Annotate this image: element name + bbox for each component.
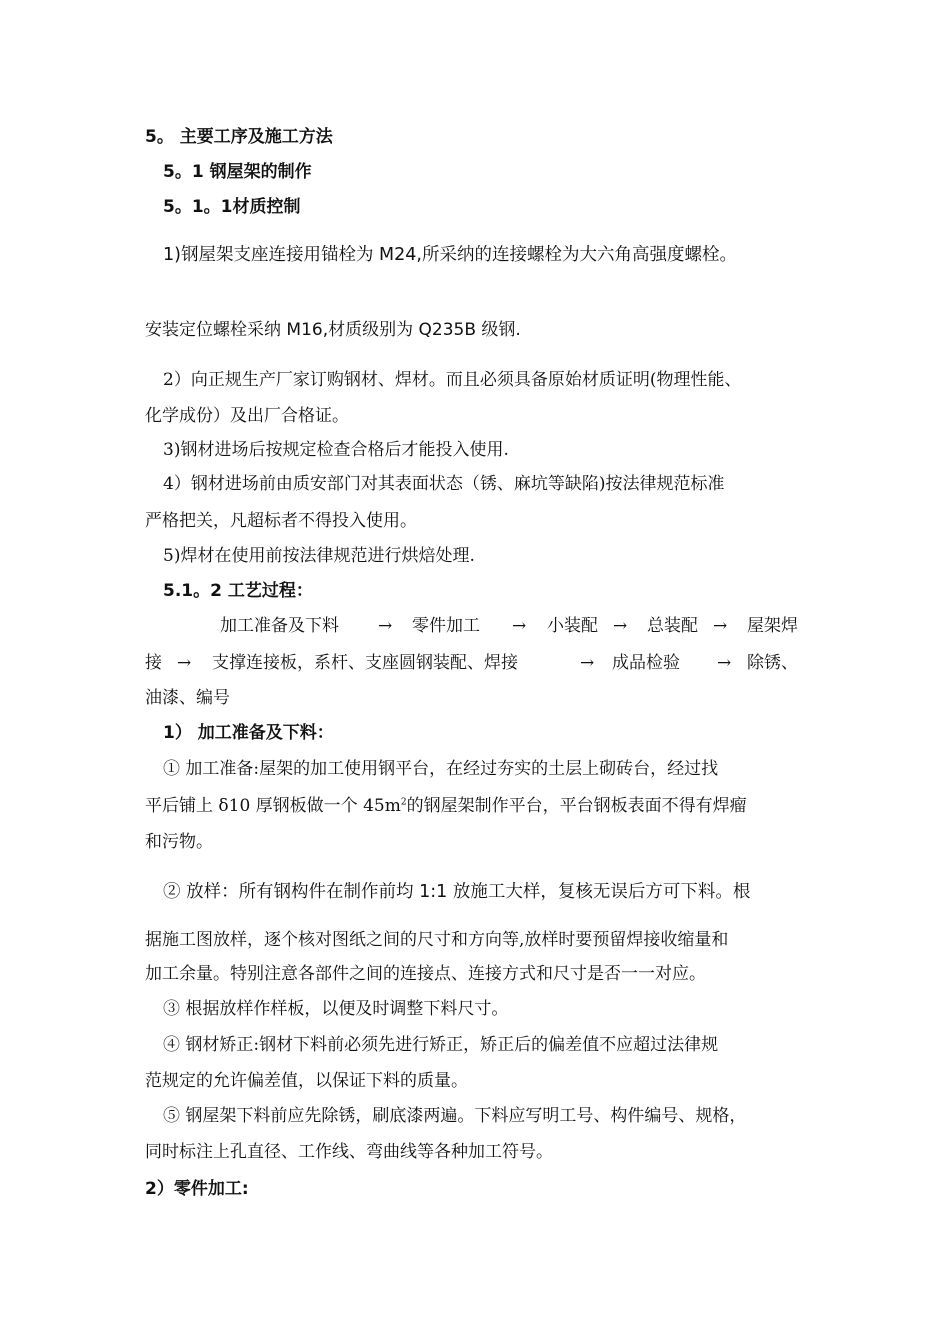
paragraph-3: 3)钢材进场后按规定检查合格后才能投入使用. [163, 440, 509, 460]
flow-arrow: → [177, 653, 192, 673]
item-2-line-2: 据施工图放样，逐个核对图纸之间的尺寸和方向等,放样时要预留焊接收缩量和 [145, 930, 729, 950]
item-1-line-2: 平后铺上 δ10 厚钢板做一个 $45m^2$的钢屋架制作平台，平台钢板表面不得有焊瘤 [145, 796, 747, 816]
item-4-line-1: ④ 钢材矫正:钢材下料前必须先进行矫正，矫正后的偏差值不应超过法律规 [163, 1035, 719, 1055]
flow-step-3: 小装配 [547, 616, 598, 636]
paragraph-5: 5)焊材在使用前按法律规范进行烘焙处理. [163, 546, 475, 566]
item-2-line-1: ② 放样：所有钢构件在制作前均 1:1 放施工大样，复核无误后方可下料。根 [163, 882, 751, 902]
flow-step-5: 屋架焊 [747, 616, 798, 636]
flow-arrow: → [512, 616, 527, 636]
item-3: ③ 根据放样作样板，以便及时调整下料尺寸。 [163, 999, 509, 1019]
flow-step-6: 支撑连接板，系杆、支座圆钢装配、焊接 [212, 653, 518, 673]
flow-step-4: 总装配 [647, 616, 698, 636]
flow-step-8: 除锈、 [747, 653, 798, 673]
flow-step-7: 成品检验 [612, 653, 680, 673]
flow-step-5-continued: 接 [145, 653, 162, 673]
item-1-line-3: 和污物。 [145, 832, 213, 852]
flow-arrow: → [713, 616, 728, 636]
paragraph-1: 1)钢屋架支座连接用锚栓为 M24,所采纳的连接螺栓为大六角高强度螺栓。 [163, 245, 737, 265]
flow-arrow: → [717, 653, 732, 673]
paragraph-1-continued: 安装定位螺栓采纳 M16,材质级别为 Q235B 级钢. [145, 320, 521, 340]
paragraph-4-line-2: 严格把关，凡超标者不得投入使用。 [145, 511, 417, 531]
heading-5-1-2: 5.1。2 工艺过程： [163, 581, 313, 601]
item-5-line-1: ⑤ 钢屋架下料前应先除锈，刷底漆两遍。下料应写明工号、构件编号、规格， [163, 1106, 747, 1126]
flow-arrow: → [613, 616, 628, 636]
flow-step-2: 零件加工 [412, 616, 480, 636]
heading-process-2: 2）零件加工: [145, 1179, 249, 1199]
flow-arrow: → [580, 653, 595, 673]
item-4-line-2: 范规定的允许偏差值，以保证下料的质量。 [145, 1071, 468, 1091]
flow-arrow: → [378, 616, 393, 636]
heading-5-1: 5。1 钢屋架的制作 [163, 162, 312, 182]
flow-step-1: 加工准备及下料 [220, 616, 339, 636]
paragraph-4-line-1: 4）钢材进场前由质安部门对其表面状态（锈、麻坑等缺陷)按法律规范标准 [163, 474, 725, 494]
item-2-line-3: 加工余量。特别注意各部件之间的连接点、连接方式和尺寸是否一一对应。 [145, 964, 706, 984]
paragraph-2-line-2: 化学成份）及出厂合格证。 [145, 406, 349, 426]
heading-process-1: 1） 加工准备及下料： [163, 723, 334, 743]
paragraph-2-line-1: 2）向正规生产厂家订购钢材、焊材。而且必须具备原始材质证明(物理性能、 [163, 370, 742, 390]
heading-section-5: 5。 主要工序及施工方法 [145, 127, 333, 147]
heading-5-1-1: 5。1。1材质控制 [163, 197, 301, 217]
item-1-line-1: ① 加工准备:屋架的加工使用钢平台，在经过夯实的土层上砌砖台，经过找 [163, 759, 719, 779]
flow-step-8-continued: 油漆、编号 [145, 688, 230, 708]
item-5-line-2: 同时标注上孔直径、工作线、弯曲线等各种加工符号。 [145, 1142, 553, 1162]
